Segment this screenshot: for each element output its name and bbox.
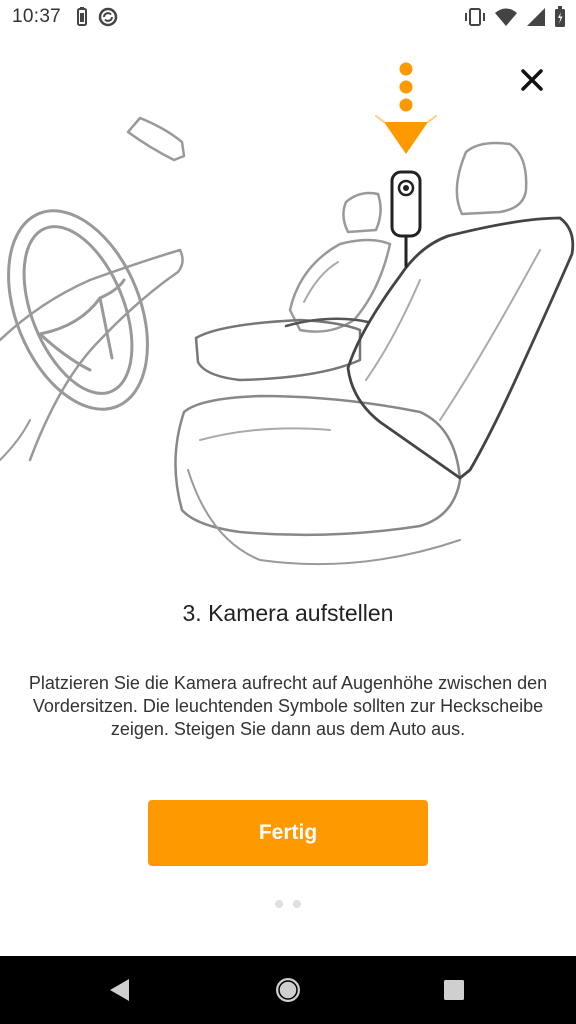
done-button[interactable]: Fertig bbox=[148, 800, 428, 866]
page-dot bbox=[275, 900, 283, 908]
home-icon bbox=[272, 974, 304, 1006]
home-button[interactable] bbox=[272, 974, 304, 1006]
steering-wheel bbox=[0, 190, 174, 429]
sync-icon bbox=[98, 7, 118, 27]
step-description: Platzieren Sie die Kamera aufrecht auf Augenhöhe zwischen den Vordersitzen. Die leuchtenden Symbole sollten zur Heckscheibe zeigen. Steigen Sie dann aus dem Auto aus. bbox=[28, 673, 548, 739]
status-bar bbox=[0, 0, 576, 36]
step-title: 3. Kamera aufstellen bbox=[182, 600, 394, 626]
status-right-icons bbox=[464, 6, 566, 28]
status-left-icons bbox=[76, 7, 118, 27]
back-button[interactable] bbox=[104, 974, 136, 1006]
status-time: 10:37 bbox=[12, 6, 62, 27]
vibrate-icon bbox=[464, 7, 486, 27]
battery-icon bbox=[554, 6, 566, 28]
recents-icon bbox=[438, 974, 470, 1006]
wifi-icon bbox=[494, 7, 518, 27]
camera-device bbox=[392, 172, 420, 236]
back-icon bbox=[104, 974, 136, 1006]
page-dot bbox=[293, 900, 301, 908]
drop-indicator bbox=[384, 63, 428, 155]
passenger-seat-outline bbox=[348, 218, 573, 478]
car-interior-illustration bbox=[0, 40, 576, 600]
page-indicator bbox=[0, 900, 576, 908]
battery-saver-icon bbox=[76, 7, 88, 27]
signal-icon bbox=[526, 7, 546, 27]
navigation-bar bbox=[0, 956, 576, 1024]
recents-button[interactable] bbox=[438, 974, 470, 1006]
